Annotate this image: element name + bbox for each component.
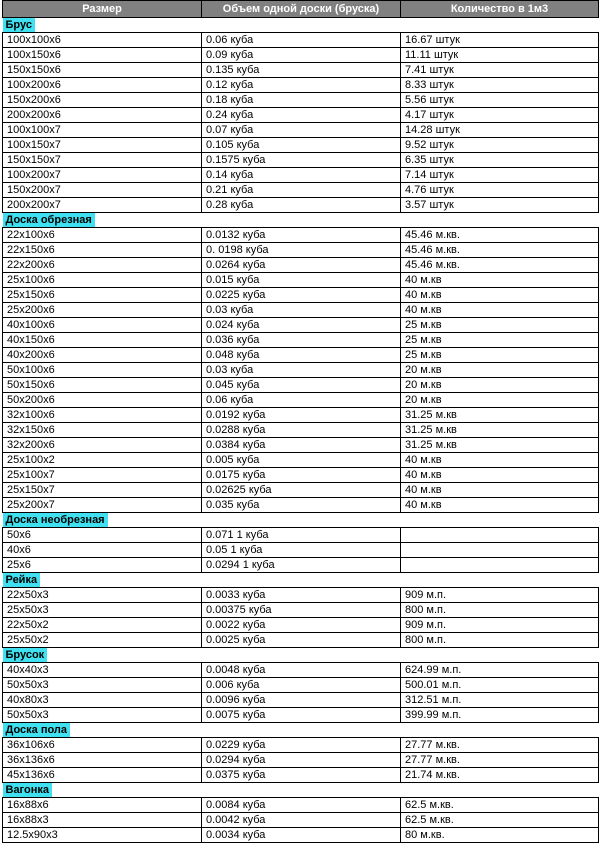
size-cell: 25x100x6 [3, 273, 202, 288]
quantity-cell: 800 м.п. [401, 633, 599, 648]
quantity-cell: 27.77 м.кв. [401, 738, 599, 753]
table-row [3, 168, 599, 183]
table-row [3, 393, 599, 408]
quantity-cell: 45.46 м.кв. [401, 243, 599, 258]
quantity-cell: 62.5 м.кв. [401, 813, 599, 828]
volume-cell: 0.21 куба [202, 183, 401, 198]
quantity-cell: 40 м.кв [401, 483, 599, 498]
size-cell: 200x200x7 [3, 198, 202, 213]
table-row [3, 123, 599, 138]
table-row [3, 243, 599, 258]
table-row [3, 348, 599, 363]
quantity-cell: 21.74 м.кв. [401, 768, 599, 783]
volume-cell: 0.12 куба [202, 78, 401, 93]
size-cell: 100x100x7 [3, 123, 202, 138]
size-cell: 25x6 [3, 558, 202, 573]
table-row [3, 423, 599, 438]
size-cell: 50x50x3 [3, 708, 202, 723]
size-cell: 45x136x6 [3, 768, 202, 783]
quantity-cell: 27.77 м.кв. [401, 753, 599, 768]
volume-cell: 0.048 куба [202, 348, 401, 363]
quantity-cell: 31.25 м.кв [401, 423, 599, 438]
volume-cell: 0. 0198 куба [202, 243, 401, 258]
table-row [3, 588, 599, 603]
quantity-cell: 25 м.кв [401, 318, 599, 333]
size-cell: 150x150x6 [3, 63, 202, 78]
size-cell: 32x100x6 [3, 408, 202, 423]
volume-cell: 0.105 куба [202, 138, 401, 153]
size-cell: 25x200x7 [3, 498, 202, 513]
size-cell: 150x150x7 [3, 153, 202, 168]
volume-cell: 0.14 куба [202, 168, 401, 183]
volume-cell: 0.0294 1 куба [202, 558, 401, 573]
volume-cell: 0.0175 куба [202, 468, 401, 483]
quantity-cell [401, 543, 599, 558]
quantity-cell: 40 м.кв [401, 498, 599, 513]
volume-cell: 0.135 куба [202, 63, 401, 78]
section-title: Доска пола [3, 723, 71, 737]
quantity-cell: 4.17 штук [401, 108, 599, 123]
quantity-cell: 62.5 м.кв. [401, 798, 599, 813]
table-row [3, 498, 599, 513]
table-row [3, 48, 599, 63]
volume-cell: 0.024 куба [202, 318, 401, 333]
table-row [3, 468, 599, 483]
table-row [3, 198, 599, 213]
quantity-cell: 8.33 штук [401, 78, 599, 93]
section-title: Доска обрезная [3, 213, 95, 227]
volume-cell: 0.006 куба [202, 678, 401, 693]
section-cell [3, 648, 599, 663]
section-row [3, 573, 599, 588]
volume-cell: 0.0022 куба [202, 618, 401, 633]
quantity-cell: 20 м.кв [401, 393, 599, 408]
quantity-cell: 312.51 м.п. [401, 693, 599, 708]
size-cell: 40x100x6 [3, 318, 202, 333]
quantity-cell: 9.52 штук [401, 138, 599, 153]
table-row [3, 543, 599, 558]
volume-cell: 0.0192 куба [202, 408, 401, 423]
quantity-cell: 20 м.кв [401, 378, 599, 393]
section-row [3, 783, 599, 798]
table-row [3, 813, 599, 828]
table-row [3, 363, 599, 378]
table-row [3, 678, 599, 693]
section-title: Брусок [3, 648, 48, 662]
section-cell [3, 723, 599, 738]
size-cell: 16x88x3 [3, 813, 202, 828]
size-cell: 150x200x6 [3, 93, 202, 108]
quantity-cell: 80 м.кв. [401, 828, 599, 843]
table-row [3, 828, 599, 843]
table-row [3, 693, 599, 708]
quantity-cell: 16.67 штук [401, 33, 599, 48]
volume-cell: 0.0034 куба [202, 828, 401, 843]
volume-cell: 0.0132 куба [202, 228, 401, 243]
quantity-cell [401, 528, 599, 543]
table-row [3, 138, 599, 153]
table-row [3, 183, 599, 198]
volume-cell: 0.0084 куба [202, 798, 401, 813]
quantity-cell: 40 м.кв [401, 273, 599, 288]
header-row [3, 1, 599, 18]
table-row [3, 663, 599, 678]
quantity-cell: 11.11 штук [401, 48, 599, 63]
volume-cell: 0.071 1 куба [202, 528, 401, 543]
section-title: Доска необрезная [3, 513, 108, 527]
section-cell [3, 573, 599, 588]
quantity-cell: 25 м.кв [401, 333, 599, 348]
size-cell: 22x150x6 [3, 243, 202, 258]
size-cell: 100x200x6 [3, 78, 202, 93]
volume-cell: 0.0375 куба [202, 768, 401, 783]
size-cell: 100x200x7 [3, 168, 202, 183]
size-cell: 36x136x6 [3, 753, 202, 768]
size-cell: 100x100x6 [3, 33, 202, 48]
size-cell: 25x150x6 [3, 288, 202, 303]
table-header [3, 1, 599, 18]
volume-cell: 0.0294 куба [202, 753, 401, 768]
quantity-cell: 45.46 м.кв. [401, 258, 599, 273]
volume-cell: 0.0229 куба [202, 738, 401, 753]
table-row [3, 453, 599, 468]
size-cell: 22x100x6 [3, 228, 202, 243]
quantity-cell: 31.25 м.кв [401, 438, 599, 453]
size-cell: 50x6 [3, 528, 202, 543]
header-size: Размер [3, 1, 202, 18]
table-row [3, 258, 599, 273]
volume-cell: 0.0264 куба [202, 258, 401, 273]
size-cell: 36x106x6 [3, 738, 202, 753]
table-row [3, 408, 599, 423]
size-cell: 50x100x6 [3, 363, 202, 378]
section-title: Рейка [3, 573, 41, 587]
table-row [3, 303, 599, 318]
size-cell: 25x50x3 [3, 603, 202, 618]
section-cell [3, 18, 599, 33]
table-row [3, 33, 599, 48]
volume-cell: 0.035 куба [202, 498, 401, 513]
size-cell: 22x200x6 [3, 258, 202, 273]
table-row [3, 483, 599, 498]
table-row [3, 228, 599, 243]
volume-cell: 0.07 куба [202, 123, 401, 138]
lumber-volume-sheet [2, 0, 598, 843]
size-cell: 25x100x2 [3, 453, 202, 468]
size-cell: 40x80x3 [3, 693, 202, 708]
volume-cell: 0.28 куба [202, 198, 401, 213]
table-row [3, 528, 599, 543]
volume-cell: 0.0025 куба [202, 633, 401, 648]
volume-cell: 0.03 куба [202, 363, 401, 378]
size-cell: 25x100x7 [3, 468, 202, 483]
quantity-cell: 20 м.кв [401, 363, 599, 378]
quantity-cell: 3.57 штук [401, 198, 599, 213]
quantity-cell: 14.28 штук [401, 123, 599, 138]
quantity-cell: 909 м.п. [401, 588, 599, 603]
quantity-cell: 500.01 м.п. [401, 678, 599, 693]
volume-cell: 0.0048 куба [202, 663, 401, 678]
section-row [3, 648, 599, 663]
volume-cell: 0.005 куба [202, 453, 401, 468]
volume-cell: 0.06 куба [202, 33, 401, 48]
volume-cell: 0.045 куба [202, 378, 401, 393]
volume-cell: 0.1575 куба [202, 153, 401, 168]
table-row [3, 333, 599, 348]
header-quantity: Количество в 1м3 [401, 1, 599, 18]
quantity-cell: 40 м.кв [401, 288, 599, 303]
quantity-cell: 399.99 м.п. [401, 708, 599, 723]
size-cell: 40x6 [3, 543, 202, 558]
volume-cell: 0.18 куба [202, 93, 401, 108]
volume-cell: 0.02625 куба [202, 483, 401, 498]
size-cell: 22x50x3 [3, 588, 202, 603]
quantity-cell: 5.56 штук [401, 93, 599, 108]
quantity-cell: 624.99 м.п. [401, 663, 599, 678]
quantity-cell: 40 м.кв [401, 303, 599, 318]
header-volume: Объем одной доски (бруска) [202, 1, 401, 18]
quantity-cell: 31.25 м.кв [401, 408, 599, 423]
volume-cell: 0.05 1 куба [202, 543, 401, 558]
volume-cell: 0.06 куба [202, 393, 401, 408]
table-body [3, 18, 599, 843]
table-row [3, 768, 599, 783]
volume-cell: 0.0033 куба [202, 588, 401, 603]
size-cell: 16x88x6 [3, 798, 202, 813]
volume-cell: 0.00375 куба [202, 603, 401, 618]
volume-cell: 0.24 куба [202, 108, 401, 123]
volume-cell: 0.0042 куба [202, 813, 401, 828]
table-row [3, 93, 599, 108]
quantity-cell: 40 м.кв [401, 468, 599, 483]
size-cell: 32x150x6 [3, 423, 202, 438]
table-row [3, 63, 599, 78]
quantity-cell: 909 м.п. [401, 618, 599, 633]
size-cell: 200x200x6 [3, 108, 202, 123]
size-cell: 25x150x7 [3, 483, 202, 498]
table-row [3, 78, 599, 93]
size-cell: 12.5x90x3 [3, 828, 202, 843]
table-row [3, 438, 599, 453]
size-cell: 100x150x6 [3, 48, 202, 63]
section-cell [3, 213, 599, 228]
volume-cell: 0.015 куба [202, 273, 401, 288]
volume-cell: 0.09 куба [202, 48, 401, 63]
section-row [3, 213, 599, 228]
volume-cell: 0.0096 куба [202, 693, 401, 708]
size-cell: 150x200x7 [3, 183, 202, 198]
size-cell: 25x200x6 [3, 303, 202, 318]
section-row [3, 18, 599, 33]
quantity-cell: 7.14 штук [401, 168, 599, 183]
section-row [3, 513, 599, 528]
section-cell [3, 513, 599, 528]
table-row [3, 108, 599, 123]
table-row [3, 753, 599, 768]
table-row [3, 378, 599, 393]
size-cell: 50x150x6 [3, 378, 202, 393]
quantity-cell: 7.41 штук [401, 63, 599, 78]
section-title: Вагонка [3, 783, 52, 797]
size-cell: 22x50x2 [3, 618, 202, 633]
size-cell: 32x200x6 [3, 438, 202, 453]
size-cell: 40x200x6 [3, 348, 202, 363]
volume-cell: 0.03 куба [202, 303, 401, 318]
quantity-cell: 800 м.п. [401, 603, 599, 618]
size-cell: 40x40x3 [3, 663, 202, 678]
size-cell: 50x200x6 [3, 393, 202, 408]
volume-cell: 0.0288 куба [202, 423, 401, 438]
volume-cell: 0.0384 куба [202, 438, 401, 453]
table-row [3, 153, 599, 168]
table-row [3, 558, 599, 573]
section-cell [3, 783, 599, 798]
size-cell: 100x150x7 [3, 138, 202, 153]
quantity-cell: 40 м.кв [401, 453, 599, 468]
quantity-cell: 6.35 штук [401, 153, 599, 168]
quantity-cell: 4.76 штук [401, 183, 599, 198]
table-row [3, 708, 599, 723]
section-title: Брус [3, 18, 35, 32]
table-row [3, 288, 599, 303]
table-row [3, 318, 599, 333]
quantity-cell [401, 558, 599, 573]
table-row [3, 618, 599, 633]
table-row [3, 603, 599, 618]
lumber-volume-table [2, 0, 599, 843]
volume-cell: 0.0075 куба [202, 708, 401, 723]
table-row [3, 738, 599, 753]
table-row [3, 798, 599, 813]
table-row [3, 633, 599, 648]
table-row [3, 273, 599, 288]
volume-cell: 0.036 куба [202, 333, 401, 348]
size-cell: 50x50x3 [3, 678, 202, 693]
volume-cell: 0.0225 куба [202, 288, 401, 303]
size-cell: 40x150x6 [3, 333, 202, 348]
size-cell: 25x50x2 [3, 633, 202, 648]
section-row [3, 723, 599, 738]
quantity-cell: 25 м.кв [401, 348, 599, 363]
quantity-cell: 45.46 м.кв. [401, 228, 599, 243]
